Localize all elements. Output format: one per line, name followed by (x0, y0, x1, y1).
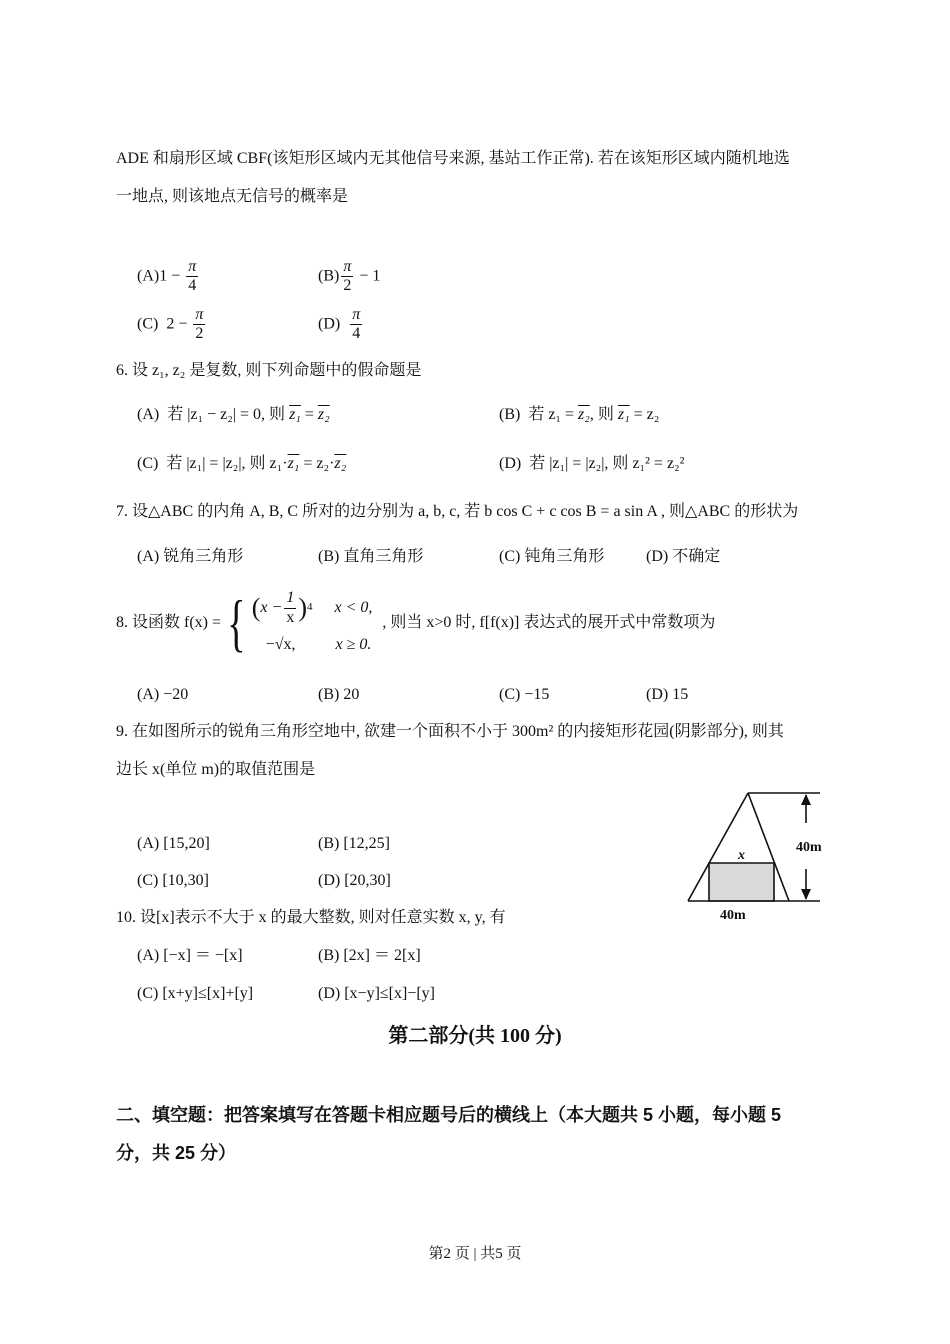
q10-option-d: (D) [x−y]≤[x]−[y] (318, 985, 436, 1002)
q6-option-b: (B) 若 z₁ = z₂, 则 z₁ = z₂ (499, 406, 660, 423)
q5-option-a: (A)1 − $\frac{\pi}{4}$ (137, 258, 197, 295)
q7-option-c: (C) 钝角三角形 (499, 548, 605, 565)
q5-stem-line2: 一地点, 则该地点无信号的概率是 (116, 188, 349, 205)
q9-option-d: (D) [20,30] (318, 872, 391, 889)
q9-option-b: (B) [12,25] (318, 835, 390, 852)
q8-option-b: (B) 20 (318, 686, 360, 703)
q9-stem-line1: 9. 在如图所示的锐角三角形空地中, 欲建一个面积不小于 300m² 的内接矩形花园(阴影部分), 则其 (116, 723, 784, 740)
q10-option-c: (C) [x+y]≤[x]+[y] (137, 985, 254, 1002)
piecewise-cases: ( x − $\frac{1}{x}$ ) 4 x < 0, −√x, x ≥ 0. (251, 589, 373, 654)
q10-stem: 10. 设[x]表示不大于 x 的最大整数, 则对任意实数 x, y, 有 (116, 909, 506, 926)
section-fill-in-line2: 分，共 25 分） (116, 1143, 237, 1163)
q6-option-a: (A) 若 |z₁ − z₂| = 0, 则 z₁ = z₂ (137, 406, 330, 423)
q6-option-c: (C) 若 |z₁| = |z₂|, 则 z₁·z₁ = z₂·z₂ (137, 455, 347, 472)
q10-option-a: (A) [−x] ＝ −[x] (137, 947, 243, 964)
q8-stem: 8. 设函数 f(x) = { ( x − $\frac{1}{x}$ ) 4 x < 0, −√x, x ≥ 0. , 则当 x>0 时, f[f(x)] 表达式的展开式中常数项为 (116, 587, 716, 658)
section-fill-in-line1: 二、填空题：把答案填写在答题卡相应题号后的横线上（本大题共 5 小题，每小题 5 (116, 1105, 782, 1125)
q7-option-b: (B) 直角三角形 (318, 548, 424, 565)
q8-option-d: (D) 15 (646, 686, 689, 703)
q6-stem: 6. 设 z₁, z₂ 是复数, 则下列命题中的假命题是 (116, 362, 422, 379)
height-arrow-down-icon (801, 889, 811, 900)
q9-option-c: (C) [10,30] (137, 872, 209, 889)
q9-stem-line2: 边长 x(单位 m)的取值范围是 (116, 761, 316, 778)
q5-option-b: (B) $\frac{\pi}{2}$ − 1 (318, 258, 381, 295)
q10-option-b: (B) [2x] ＝ 2[x] (318, 947, 421, 964)
q8-option-c: (C) −15 (499, 686, 550, 703)
q5-option-c: (C) 2 − $\frac{\pi}{2}$ (137, 306, 204, 343)
height-arrow-up-icon (801, 794, 811, 805)
q7-option-a: (A) 锐角三角形 (137, 548, 244, 565)
q8-option-a: (A) −20 (137, 686, 189, 703)
part2-title: 第二部分(共 100 分) (388, 1025, 562, 1047)
page-footer: 第2 页 | 共5 页 (428, 1246, 522, 1262)
q7-stem: 7. 设△ABC 的内角 A, B, C 所对的边分别为 a, b, c, 若 b cos C + c cos B = a sin A , 则△ABC 的形状为 (116, 503, 799, 520)
q9-option-a: (A) [15,20] (137, 835, 210, 852)
q5-stem-line1: ADE 和扇形区域 CBF(该矩形区域内无其他信号来源, 基站工作正常). 若在该矩形区域内随机地选 (116, 150, 790, 167)
piecewise-brace: { (227, 587, 246, 658)
q7-option-d: (D) 不确定 (646, 548, 721, 565)
figure-label-base: 40m (720, 908, 746, 923)
figure-label-x: x (738, 848, 745, 863)
figure-label-height: 40m (796, 840, 822, 855)
q6-option-d: (D) 若 |z₁| = |z₂|, 则 z₁² = z₂² (499, 455, 685, 472)
q9-triangle-figure (680, 785, 880, 925)
q5-option-d: (D) $\frac{\pi}{4}$ (318, 306, 361, 343)
garden-rectangle (709, 863, 774, 901)
